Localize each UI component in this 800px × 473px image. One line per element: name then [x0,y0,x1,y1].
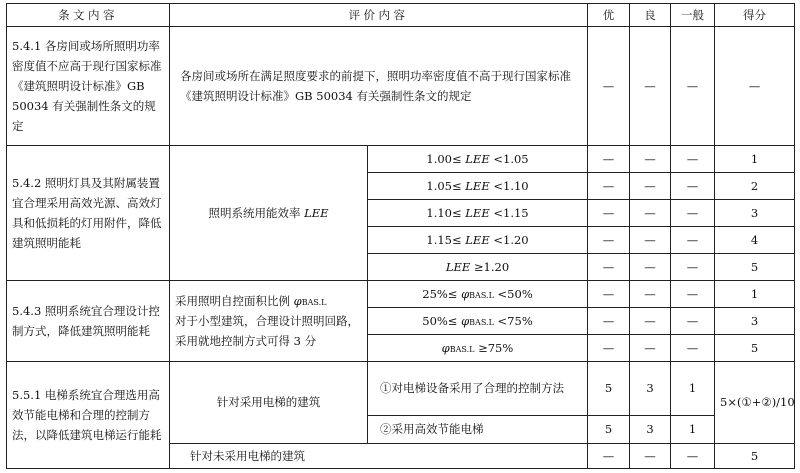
range-upper: ≥75% [474,340,514,355]
phi-subscript: BAS.L [301,297,327,307]
criterion-phi [170,281,368,362]
range-lower: 1.05≤ [426,178,466,193]
cell-excellent: — [588,335,630,362]
cell-good: 3 [630,416,671,444]
evaluation-table [6,3,795,469]
without-elevator: 针对未采用电梯的建筑 [170,444,588,469]
phi-range [368,308,588,335]
header-score: 得分 [715,4,795,27]
header-excellent: 优 [588,4,630,27]
phi-subscript: BAS.L [469,317,494,327]
range-var: LEE [465,232,490,247]
cell-score: — [715,27,795,146]
cell-excellent: — [588,281,630,308]
cell-excellent: — [588,308,630,335]
range-upper: <1.20 [489,232,529,247]
cell-excellent: — [588,254,630,281]
cell-score: 1 [715,281,795,308]
cell-score: 5 [715,254,795,281]
range-lower: 1.15≤ [426,232,466,247]
clause-5-4-1: 5.4.1 各房间或场所照明功率密度值不应高于现行国家标准《建筑照明设计标准》GB 50034 有关强制性条文的规定 [7,27,170,146]
header-clause: 条文内容 [7,4,170,27]
range-lower: 1.10≤ [426,205,466,220]
cell-average: 1 [671,416,715,444]
phi-range [368,335,588,362]
cell-excellent: — [588,146,630,173]
cell-score: 3 [715,200,795,227]
criterion-phi-note: 对于小型建筑，合理设计照明回路，采用就地控制方式可得 3 分 [175,313,359,349]
range-upper: <1.10 [489,178,529,193]
cell-average: — [671,227,715,254]
phi-symbol: φ [293,293,302,308]
cell-average: — [671,308,715,335]
phi-range [368,281,588,308]
cell-excellent: 5 [588,362,630,416]
cell-excellent: — [588,444,630,469]
range-upper: <75% [493,313,533,328]
elevator-option-2: ②采用高效节能电梯 [368,416,588,444]
range-var: LEE [465,178,490,193]
cell-score: 5 [715,444,795,469]
cell-score: 2 [715,173,795,200]
cell-good: 3 [630,362,671,416]
cell-average: 1 [671,362,715,416]
cell-good: — [630,254,671,281]
content-5-4-1: 各房间或场所在满足照度要求的前提下，照明功率密度值不高于现行国家标准《建筑照明设计标准》GB 50034 有关强制性条文的规定 [170,27,588,146]
range-var: LEE [465,205,490,220]
header-row [7,4,795,27]
cell-excellent: — [588,200,630,227]
cell-good: — [630,281,671,308]
cell-average: — [671,444,715,469]
phi-symbol: φ [461,313,470,328]
header-average: 一般 [671,4,715,27]
cell-excellent: 5 [588,416,630,444]
cell-good: — [630,308,671,335]
clause-5-4-2: 5.4.2 照明灯具及其附属装置宜合理采用高效光源、高效灯具和低损耗的灯用附件，降低建筑照明能耗 [7,146,170,281]
table-row [7,146,795,173]
range-var: LEE [445,259,471,274]
cell-average: — [671,27,715,146]
cell-good: — [630,146,671,173]
cell-good: — [630,227,671,254]
cell-average: — [671,173,715,200]
cell-good: — [630,200,671,227]
lee-range [368,254,588,281]
range-upper: <50% [493,286,533,301]
range-lower: 1.00≤ [426,151,466,166]
cell-excellent: — [588,173,630,200]
cell-score: 3 [715,308,795,335]
header-good: 良 [630,4,671,27]
cell-excellent: — [588,27,630,146]
range-upper: <1.05 [489,151,529,166]
table-row [7,362,795,416]
cell-score: 4 [715,227,795,254]
range-var: LEE [465,151,490,166]
cell-average: — [671,146,715,173]
criterion-lee-label: 照明系统用能效率 [208,205,301,220]
lee-range [368,200,588,227]
combined-score: 5×(①+②)/10 [715,362,795,444]
cell-average: — [671,254,715,281]
range-upper: ≥1.20 [470,259,510,274]
cell-average: — [671,200,715,227]
phi-subscript: BAS.L [449,344,475,354]
clause-5-5-1: 5.5.1 电梯系统宜合理选用高效节能电梯和合理的控制方法，以降低建筑电梯运行能耗 [7,362,170,469]
criterion-lee-var: LEE [304,205,329,220]
phi-symbol: φ [461,286,470,301]
lee-range [368,227,588,254]
cell-average: — [671,281,715,308]
criterion-lee [170,146,368,281]
cell-average: — [671,335,715,362]
phi-symbol: φ [441,340,450,355]
header-evaluation: 评价内容 [170,4,588,27]
cell-score: 5 [715,335,795,362]
range-upper: <1.15 [489,205,529,220]
lee-range [368,173,588,200]
range-lower: 25%≤ [422,286,462,301]
table-row [7,281,795,308]
criterion-phi-label: 采用照明自控面积比例 [175,293,294,308]
cell-score: 1 [715,146,795,173]
with-elevator: 针对采用电梯的建筑 [170,362,368,444]
cell-excellent: — [588,227,630,254]
cell-good: — [630,173,671,200]
cell-good: — [630,335,671,362]
cell-good: — [630,27,671,146]
lee-range [368,146,588,173]
phi-subscript: BAS.L [469,290,494,300]
table-row [7,27,795,146]
clause-5-4-3: 5.4.3 照明系统宜合理设计控制方式，降低建筑照明能耗 [7,281,170,362]
elevator-option-1: ①对电梯设备采用了合理的控制方法 [368,362,588,416]
range-lower: 50%≤ [422,313,462,328]
cell-good: — [630,444,671,469]
